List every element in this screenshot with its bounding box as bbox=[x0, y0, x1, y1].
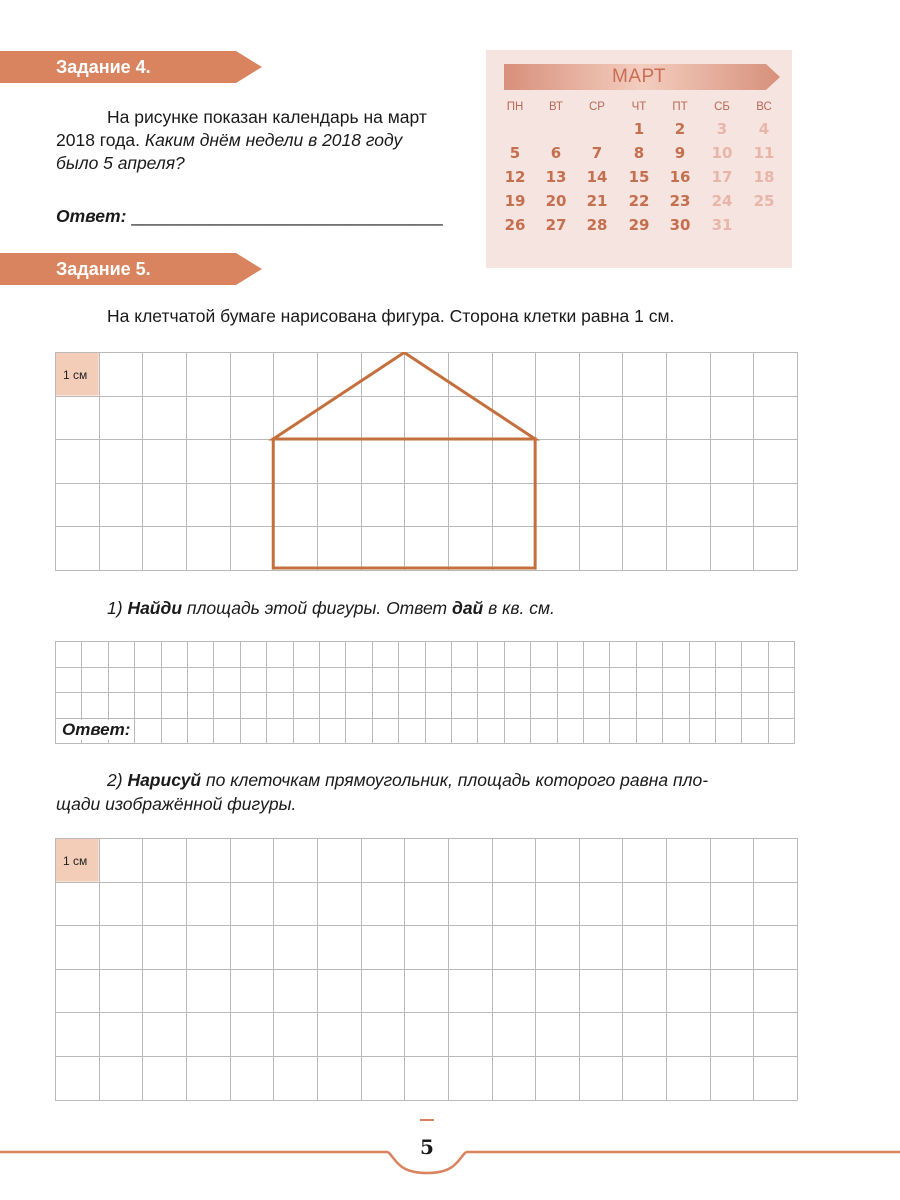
task4-text-line2: 2018 года. Каким днём недели в 2018 году bbox=[56, 130, 403, 150]
calendar-day: 17 bbox=[711, 168, 733, 186]
task5-banner bbox=[0, 253, 262, 285]
answer-label: Ответ: bbox=[62, 720, 134, 740]
calendar-day: 7 bbox=[591, 144, 603, 162]
calendar-day: 29 bbox=[628, 216, 650, 234]
calendar-day: 1 bbox=[633, 120, 645, 138]
calendar-day: 4 bbox=[758, 120, 770, 138]
calendar-day: 19 bbox=[504, 192, 526, 210]
calendar-day: 26 bbox=[504, 216, 526, 234]
calendar-day: 31 bbox=[711, 216, 733, 234]
calendar-day: 28 bbox=[586, 216, 608, 234]
calendar-day: 21 bbox=[586, 192, 608, 210]
calendar-day: 10 bbox=[711, 144, 733, 162]
calendar-day: 20 bbox=[545, 192, 567, 210]
task4-title: Задание 4. bbox=[56, 57, 151, 77]
answer-line: ________________________________ bbox=[131, 206, 443, 226]
calendar-day: 14 bbox=[586, 168, 608, 186]
weekday-label: ЧТ bbox=[631, 101, 647, 113]
weekday-label: ВТ bbox=[549, 101, 563, 113]
task4-text-line1: На рисунке показан календарь на март bbox=[107, 107, 427, 127]
calendar-day: 2 bbox=[674, 120, 686, 138]
weekday-label: ВС bbox=[756, 101, 772, 113]
calendar-day: 25 bbox=[753, 192, 775, 210]
calendar-day: 22 bbox=[628, 192, 650, 210]
weekday-label: СБ bbox=[714, 101, 730, 113]
answer-grid[interactable] bbox=[55, 641, 800, 745]
calendar-day: 24 bbox=[711, 192, 733, 210]
calendar-day: 23 bbox=[669, 192, 691, 210]
figure-grid bbox=[55, 352, 800, 572]
task4-text-line3: было 5 апреля? bbox=[56, 153, 185, 173]
calendar-day: 15 bbox=[628, 168, 650, 186]
calendar-day: 12 bbox=[504, 168, 526, 186]
task5-intro: На клетчатой бумаге нарисована фигура. Сторона клетки равна 1 см. bbox=[107, 306, 675, 326]
unit-label-2: 1 см bbox=[63, 854, 88, 868]
calendar-day: 9 bbox=[674, 144, 686, 162]
question-1: 1) Найди площадь этой фигуры. Ответ дай в кв. см. bbox=[107, 598, 555, 618]
drawing-grid[interactable] bbox=[55, 838, 800, 1102]
question-2-line2: щади изображённой фигуры. bbox=[56, 794, 297, 814]
march-calendar bbox=[486, 50, 792, 268]
question-2-line1: 2) Нарисуй по клеточкам прямоугольник, площадь которого равна пло- bbox=[107, 770, 709, 790]
unit-label: 1 см bbox=[63, 368, 88, 382]
calendar-day: 13 bbox=[545, 168, 567, 186]
weekday-label: ПН bbox=[506, 101, 524, 113]
task5-title: Задание 5. bbox=[56, 259, 151, 279]
task4-answer: Ответ: ________________________________ bbox=[56, 206, 443, 226]
calendar-month: МАРТ bbox=[612, 66, 666, 87]
calendar-day: 30 bbox=[669, 216, 691, 234]
calendar-day: 11 bbox=[753, 144, 775, 162]
calendar-day: 5 bbox=[509, 144, 521, 162]
calendar-day: 18 bbox=[753, 168, 775, 186]
page-number: 5 bbox=[420, 1135, 434, 1159]
calendar-day: 6 bbox=[550, 144, 562, 162]
calendar-day: 16 bbox=[669, 168, 691, 186]
task4-banner bbox=[0, 51, 262, 83]
calendar-day: 3 bbox=[716, 120, 728, 138]
weekday-label: ПТ bbox=[672, 101, 688, 113]
calendar-day: 8 bbox=[633, 144, 645, 162]
calendar-day: 27 bbox=[545, 216, 567, 234]
weekday-label: СР bbox=[589, 101, 605, 113]
